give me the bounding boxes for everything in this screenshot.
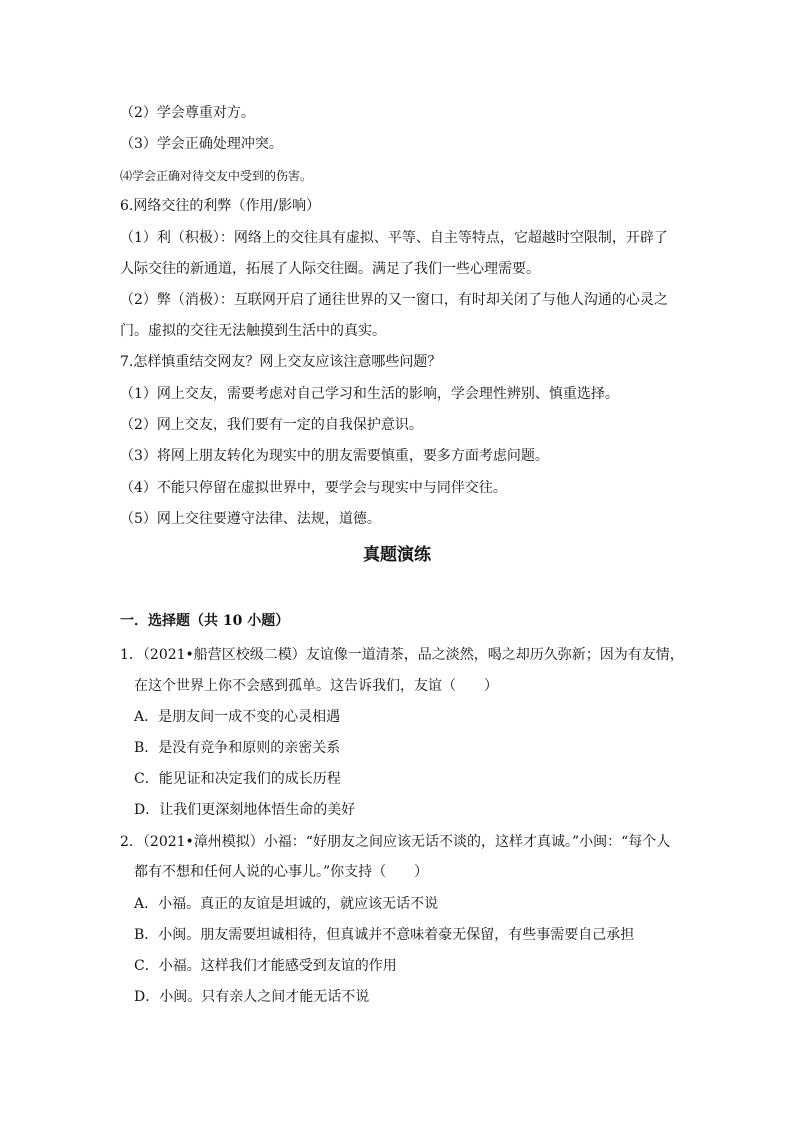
question-1-option-a: A．是朋友间一成不变的心灵相遇	[134, 709, 341, 725]
question-1-option-c: C．能见证和决定我们的成长历程	[134, 771, 341, 787]
question-1-line-1: 1．（2021•船营区校级二模）友谊像一道清茶，品之淡然，喝之却历久弥新；因为有友情，	[120, 647, 684, 663]
section-7-item: （3）将网上朋友转化为现实中的朋友需要慎重，要多方面考虑问题。	[120, 448, 549, 464]
question-2-option-b: B．小闽。朋友需要坦诚相待，但真诚并不意味着豪无保留，有些事需要自己承担	[134, 927, 635, 943]
section-7-heading: 7.怎样慎重结交网友？网上交友应该注意哪些问题？	[120, 354, 442, 370]
point-respect: （2）学会尊重对方。	[120, 105, 255, 121]
part-heading: 一．选择题（共 10 小题）	[120, 613, 290, 629]
point-conflict: （3）学会正确处理冲突。	[120, 136, 283, 152]
section-6-item-2-line-2: 门。虚拟的交往无法触摸到生活中的真实。	[120, 323, 386, 339]
section-6-heading: 6.网络交往的利弊（作用/影响）	[120, 198, 321, 214]
section-7-item: （2）网上交友，我们要有一定的自我保护意识。	[120, 417, 423, 433]
point-hurt: ⑷学会正确对待交友中受到的伤害。	[120, 169, 313, 183]
section-6-item-1-line-1: （1）利（积极）：网络上的交往具有虚拟、平等、自主等特点，它超越时空限制，开辟了	[120, 230, 668, 246]
question-2-line-1: 2．（2021•漳州模拟）小福：“好朋友之间应该无话不谈的，这样才真诚。”小闽：“每个人	[120, 834, 671, 850]
question-2-line-2: 都有不想和任何人说的心事儿。”你支持（ ）	[134, 864, 429, 880]
section-7-item: （1）网上交友，需要考虑对自己学习和生活的影响，学会理性辨别、慎重选择。	[120, 386, 619, 402]
section-7-item: （4）不能只停留在虚拟世界中，要学会与现实中与同伴交往。	[120, 480, 507, 496]
question-1-line-2: 在这个世界上你不会感到孤单。这告诉我们，友谊（ ）	[134, 678, 498, 694]
question-2-option-d: D．小闽。只有亲人之间才能无话不说	[134, 989, 370, 1005]
question-1-option-b: B．是没有竞争和原则的亲密关系	[134, 740, 341, 756]
section-6-item-2-line-1: （2）弊（消极）：互联网开启了通往世界的又一窗口，有时却关闭了与他人沟通的心灵之	[120, 292, 668, 308]
question-2-option-c: C．小福。这样我们才能感受到友谊的作用	[134, 958, 397, 974]
question-1-option-d: D．让我们更深刻地体悟生命的美好	[134, 802, 356, 818]
practice-title: 真题演练	[363, 545, 431, 565]
section-7-item: （5）网上交往要遵守法律、法规，道德。	[120, 511, 381, 527]
question-2-option-a: A．小福。真正的友谊是坦诚的，就应该无话不说	[134, 896, 439, 912]
section-6-item-1-line-2: 人际交往的新通道，拓展了人际交往圈。满足了我们一些心理需要。	[120, 261, 540, 277]
